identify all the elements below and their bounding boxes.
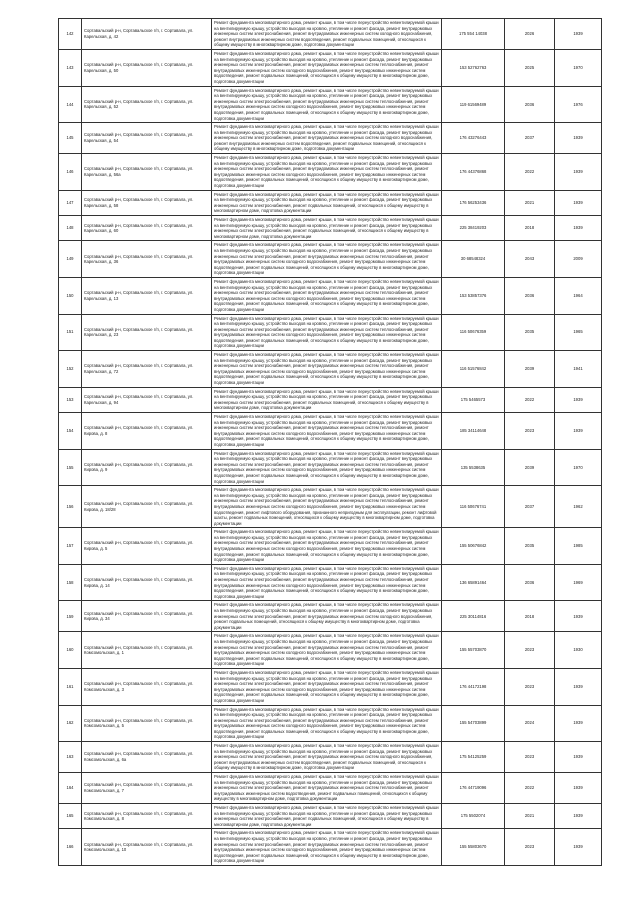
repair-works-cell: Ремонт фундамента многоквартирного дома, ремонт крыши, в том числе переустройство невентилируемой крыши на вентилируемую крышу, устройство выходов на кровлю, утепление и ремонт фасада, ремонт внутридомовых инженерных систем электроснабжения, ремонт подвальных помещений, относящихся к общему имуществу в многоквартирном доме, подготовка документации [212, 387, 442, 412]
table-row [59, 773, 602, 804]
address-cell: Сортавальский р-н, Сортавальское г/п, г. Сортавала, ул. Карельская, д. 56а [82, 154, 212, 191]
planned-year-cell: 2036 [505, 564, 555, 601]
cadastral-number-cell: 176 43276443 [442, 123, 505, 154]
build-year-cell: 1939 [555, 601, 602, 632]
planned-year-cell: 2036 [505, 86, 555, 123]
planned-year-cell: 2039 [505, 351, 555, 388]
cadastral-number-cell: 155 54703899 [442, 705, 505, 742]
address-cell: Сортавальский р-н, Сортавальское г/п, г. Сортавала, ул. Кирова, д. 18/28 [82, 486, 212, 528]
address-cell: Сортавальский р-н, Сортавальское г/п, г. Сортавала, ул. Кирова, д. 5 [82, 528, 212, 565]
planned-year-cell: 2026 [505, 19, 555, 50]
repair-works-cell: Ремонт фундамента многоквартирного дома, ремонт крыши, в том числе переустройство невентилируемой крыши на вентилируемую крышу, устройство выходов на кровлю, утепление и ремонт фасада, ремонт внутридомовых инженерных систем электроснабжения, ремонт внутридомовых инженерных систем теплоснабжения, ремонт внутридомовых инженерных систем холодного водоснабжения, ремонт внутридомовых инженерных систем водоотведения, ремонт подвальных помещений, относящихся к общему имуществу в многоквартирном доме, подготовка документации [212, 564, 442, 601]
table-row [59, 449, 602, 486]
build-year-cell: 1939 [555, 668, 602, 705]
address-cell: Сортавальский р-н, Сортавальское г/п, г. Сортавала, ул. Комсомольская, д. 6а [82, 742, 212, 773]
row-number: 160 [59, 632, 82, 669]
repair-works-cell: Ремонт фундамента многоквартирного дома, ремонт крыши, в том числе переустройство невентилируемой крыши на вентилируемую крышу, устройство выходов на кровлю, утепление и ремонт фасада, ремонт внутридомовых инженерных систем электроснабжения, ремонт внутридомовых инженерных систем теплоснабжения, ремонт внутридомовых инженерных систем холодного водоснабжения, ремонт внутридомовых инженерных систем водоотведения, ремонт подвальных помещений, относящихся к общему имуществу в многоквартирном доме, подготовка документации [212, 829, 442, 866]
cadastral-number-cell: 225 30114816 [442, 601, 505, 632]
table-body [59, 19, 602, 866]
repair-works-cell: Ремонт фундамента многоквартирного дома, ремонт крыши, в том числе переустройство невентилируемой крыши на вентилируемую крышу, устройство выходов на кровлю, утепление и ремонт фасада, ремонт внутридомовых инженерных систем электроснабжения, ремонт внутридомовых инженерных систем теплоснабжения, ремонт внутридомовых инженерных систем холодного водоснабжения, ремонт внутридомовых инженерных систем водоотведения, ремонт лифтового оборудования, признанного непригодным для эксплуатации, ремонт лифтовой шахты, ремонт подвальных помещений, относящихся к общему имуществу в многоквартирном доме, подготовка документации [212, 486, 442, 528]
table-row [59, 314, 602, 351]
repair-works-cell: Ремонт фундамента многоквартирного дома, ремонт крыши, в том числе переустройство невентилируемой крыши на вентилируемую крышу, устройство выходов на кровлю, утепление и ремонт фасада, ремонт внутридомовых инженерных систем электроснабжения, ремонт внутридомовых инженерных систем теплоснабжения, ремонт внутридомовых инженерных систем холодного водоснабжения, ремонт внутридомовых инженерных систем водоотведения, ремонт подвальных помещений, относящихся к общему имуществу в многоквартирном доме, подготовка документации [212, 413, 442, 450]
cadastral-number-cell: 155 55703870 [442, 632, 505, 669]
row-number: 152 [59, 351, 82, 388]
table-row [59, 190, 602, 215]
build-year-cell: 1939 [555, 19, 602, 50]
cadastral-number-cell: 153 52762763 [442, 49, 505, 86]
planned-year-cell: 2023 [505, 829, 555, 866]
build-year-cell: 1939 [555, 705, 602, 742]
table-row [59, 564, 602, 601]
repair-works-cell: Ремонт фундамента многоквартирного дома, ремонт крыши, в том числе переустройство невентилируемой крыши на вентилируемую крышу, устройство выходов на кровлю, утепление и ремонт фасада, ремонт внутридомовых инженерных систем электроснабжения, ремонт внутридомовых инженерных систем теплоснабжения, ремонт внутридомовых инженерных систем холодного водоснабжения, ремонт внутридомовых инженерных систем водоотведения, ремонт подвальных помещений, относящихся к общему имуществу в многоквартирном доме, подготовка документации [212, 241, 442, 278]
address-cell: Сортавальский р-н, Сортавальское г/п, г. Сортавала, ул. Карельская, д. 58 [82, 190, 212, 215]
planned-year-cell: 2018 [505, 601, 555, 632]
table-row [59, 486, 602, 528]
planned-year-cell: 2018 [505, 216, 555, 241]
address-cell: Сортавальский р-н, Сортавальское г/п, г. Сортавала, ул. Карельская, д. 36 [82, 241, 212, 278]
address-cell: Сортавальский р-н, Сортавальское г/п, г. Сортавала, ул. Кирова, д. 34 [82, 601, 212, 632]
cadastral-number-cell: 176 44376868 [442, 154, 505, 191]
address-cell: Сортавальский р-н, Сортавальское г/п, г. Сортавала, ул. Карельская, д. 23 [82, 314, 212, 351]
table-row [59, 601, 602, 632]
row-number: 157 [59, 528, 82, 565]
table-row [59, 216, 602, 241]
row-number: 151 [59, 314, 82, 351]
table-row [59, 387, 602, 412]
repair-works-cell: Ремонт фундамента многоквартирного дома, ремонт крыши, в том числе переустройство невентилируемой крыши на вентилируемую крышу, устройство выходов на кровлю, утепление и ремонт фасада, ремонт внутридомовых инженерных систем электроснабжения, ремонт внутридомовых инженерных систем теплоснабжения, ремонт внутридомовых инженерных систем холодного водоснабжения, ремонт внутридомовых инженерных систем водоотведения, ремонт подвальных помещений, относящихся к общему имуществу в многоквартирном доме, подготовка документации [212, 86, 442, 123]
repair-works-cell: Ремонт фундамента многоквартирного дома, ремонт крыши, в том числе переустройство невентилируемой крыши на вентилируемую крышу, устройство выходов на кровлю, утепление и ремонт фасада, ремонт внутридомовых инженерных систем электроснабжения, ремонт внутридомовых инженерных систем теплоснабжения, ремонт внутридомовых инженерных систем холодного водоснабжения, ремонт внутридомовых инженерных систем водоотведения, ремонт подвальных помещений, относящихся к общему имуществу в многоквартирном доме, подготовка документации [212, 314, 442, 351]
repair-works-cell: Ремонт фундамента многоквартирного дома, ремонт крыши, в том числе переустройство невентилируемой крыши на вентилируемую крышу, устройство выходов на кровлю, утепление и ремонт фасада, ремонт внутридомовых инженерных систем электроснабжения, ремонт внутридомовых инженерных систем теплоснабжения, ремонт внутридомовых инженерных систем холодного водоснабжения, ремонт внутридомовых инженерных систем водоотведения, ремонт подвальных помещений, относящихся к общему имуществу в многоквартирном доме, подготовка документации [212, 528, 442, 565]
cadastral-number-cell: 116 50676359 [442, 314, 505, 351]
planned-year-cell: 2043 [505, 241, 555, 278]
planned-year-cell: 2023 [505, 742, 555, 773]
build-year-cell: 1939 [555, 154, 602, 191]
build-year-cell: 1939 [555, 190, 602, 215]
cadastral-number-cell: 175 54125259 [442, 742, 505, 773]
build-year-cell: 1964 [555, 277, 602, 314]
planned-year-cell: 2036 [505, 277, 555, 314]
row-number: 148 [59, 216, 82, 241]
cadastral-number-cell: 175 5502074 [442, 804, 505, 829]
planned-year-cell: 2039 [505, 449, 555, 486]
cadastral-number-cell: 153 53857376 [442, 277, 505, 314]
build-year-cell: 1962 [555, 486, 602, 528]
table-row [59, 351, 602, 388]
build-year-cell: 1985 [555, 528, 602, 565]
address-cell: Сортавальский р-н, Сортавальское г/п, г. Сортавала, ул. Карельская, д. 54 [82, 123, 212, 154]
cadastral-number-cell: 176 44719096 [442, 773, 505, 804]
row-number: 150 [59, 277, 82, 314]
repair-works-cell: Ремонт фундамента многоквартирного дома, ремонт крыши, в том числе переустройство невентилируемой крыши на вентилируемую крышу, устройство выходов на кровлю, утепление и ремонт фасада, ремонт внутридомовых инженерных систем электроснабжения, ремонт внутридомовых инженерных систем теплоснабжения, ремонт внутридомовых инженерных систем холодного водоснабжения, ремонт внутридомовых инженерных систем водоотведения, ремонт подвальных помещений, относящихся к общему имуществу в многоквартирном доме, подготовка документации [212, 351, 442, 388]
table-row [59, 19, 602, 50]
planned-year-cell: 2022 [505, 154, 555, 191]
planned-year-cell: 2022 [505, 773, 555, 804]
row-number: 165 [59, 804, 82, 829]
table-row [59, 123, 602, 154]
build-year-cell: 1939 [555, 216, 602, 241]
address-cell: Сортавальский р-н, Сортавальское г/п, г. Сортавала, ул. Комсомольская, д. 8 [82, 804, 212, 829]
repair-works-cell: Ремонт фундамента многоквартирного дома, ремонт крыши, в том числе переустройство невентилируемой крыши на вентилируемую крышу, устройство выходов на кровлю, утепление и ремонт фасада, ремонт внутридомовых инженерных систем электроснабжения, ремонт подвальных помещений, относящихся к общему имуществу в многоквартирном доме, подготовка документации [212, 216, 442, 241]
planned-year-cell: 2021 [505, 804, 555, 829]
table-row [59, 632, 602, 669]
address-cell: Сортавальский р-н, Сортавальское г/п, г. Сортавала, ул. Комсомольская, д. 10 [82, 829, 212, 866]
table-row [59, 86, 602, 123]
planned-year-cell: 2021 [505, 190, 555, 215]
table-row [59, 705, 602, 742]
build-year-cell: 1976 [555, 86, 602, 123]
repair-works-cell: Ремонт фундамента многоквартирного дома, ремонт крыши, в том числе переустройство невентилируемой крыши на вентилируемую крышу, устройство выходов на кровлю, утепление и ремонт фасада, ремонт внутридомовых инженерных систем электроснабжения, ремонт внутридомовых инженерных систем теплоснабжения, ремонт внутридомовых инженерных систем холодного водоснабжения, ремонт внутридомовых инженерных систем водоотведения, ремонт подвальных помещений, относящихся к общему имуществу в многоквартирном доме, подготовка документации [212, 49, 442, 86]
table-row [59, 413, 602, 450]
planned-year-cell: 2037 [505, 123, 555, 154]
repair-works-cell: Ремонт фундамента многоквартирного дома, ремонт крыши, в том числе переустройство невентилируемой крыши на вентилируемую крышу, устройство выходов на кровлю, утепление и ремонт фасада, ремонт внутридомовых инженерных систем электроснабжения, ремонт внутридомовых инженерных систем холодного водоснабжения, ремонт внутридомовых инженерных систем водоотведения, ремонт подвальных помещений, относящихся к общему имуществу в многоквартирном доме, подготовка документации [212, 742, 442, 773]
table-row [59, 154, 602, 191]
build-year-cell: 1939 [555, 829, 602, 866]
cadastral-number-cell: 136 65891464 [442, 564, 505, 601]
address-cell: Сортавальский р-н, Сортавальское г/п, г. Сортавала, ул. Карельская, д. 94 [82, 387, 212, 412]
row-number: 166 [59, 829, 82, 866]
row-number: 145 [59, 123, 82, 154]
cadastral-number-cell: 185 34114648 [442, 413, 505, 450]
cadastral-number-cell: 175 554 14038 [442, 19, 505, 50]
address-cell: Сортавальский р-н, Сортавальское г/п, г. Сортавала, ул. Комсомольская, д. 7 [82, 773, 212, 804]
repair-works-cell: Ремонт фундамента многоквартирного дома, ремонт крыши, в том числе переустройство невентилируемой крыши на вентилируемую крышу, устройство выходов на кровлю, утепление и ремонт фасада, ремонт внутридомовых инженерных систем электроснабжения, ремонт внутридомовых инженерных систем теплоснабжения, ремонт внутридомовых инженерных систем холодного водоснабжения, ремонт внутридомовых инженерных систем водоотведения, ремонт подвальных помещений, относящихся к общему имуществу в многоквартирном доме, подготовка документации [212, 668, 442, 705]
row-number: 146 [59, 154, 82, 191]
planned-year-cell: 2024 [505, 705, 555, 742]
cadastral-number-cell: 176 44172198 [442, 668, 505, 705]
row-number: 154 [59, 413, 82, 450]
build-year-cell: 1939 [555, 804, 602, 829]
table-row [59, 742, 602, 773]
housing-repair-table [58, 18, 602, 866]
address-cell: Сортавальский р-н, Сортавальское г/п, г. Сортавала, ул. Карельская, д. 50 [82, 49, 212, 86]
row-number: 143 [59, 49, 82, 86]
repair-works-cell: Ремонт фундамента многоквартирного дома, ремонт крыши, в том числе переустройство невентилируемой крыши на вентилируемую крышу, устройство выходов на кровлю, утепление и ремонт фасада, ремонт внутридомовых инженерных систем электроснабжения, ремонт внутридомовых инженерных систем теплоснабжения, ремонт внутридомовых инженерных систем холодного водоснабжения, ремонт внутридомовых инженерных систем водоотведения, ремонт подвальных помещений, относящихся к общему имуществу в многоквартирном доме, подготовка документации [212, 632, 442, 669]
row-number: 156 [59, 486, 82, 528]
address-cell: Сортавальский р-н, Сортавальское г/п, г. Сортавала, ул. Карельская, д. 42 [82, 19, 212, 50]
cadastral-number-cell: 116 50676741 [442, 486, 505, 528]
repair-works-cell: Ремонт фундамента многоквартирного дома, ремонт крыши, в том числе переустройство невентилируемой крыши на вентилируемую крышу, устройство выходов на кровлю, утепление и ремонт фасада, ремонт внутридомовых инженерных систем электроснабжения, ремонт внутридомовых инженерных систем холодного водоснабжения, ремонт подвальных помещений, относящихся к общему имуществу в многоквартирном доме, подготовка документации [212, 601, 442, 632]
build-year-cell: 1939 [555, 387, 602, 412]
planned-year-cell: 2023 [505, 668, 555, 705]
address-cell: Сортавальский р-н, Сортавальское г/п, г. Сортавала, ул. Карельская, д. 52 [82, 86, 212, 123]
row-number: 163 [59, 742, 82, 773]
address-cell: Сортавальский р-н, Сортавальское г/п, г. Сортавала, ул. Кирова, д. 9 [82, 449, 212, 486]
repair-works-cell: Ремонт фундамента многоквартирного дома, ремонт крыши, в том числе переустройство невентилируемой крыши на вентилируемую крышу, устройство выходов на кровлю, утепление и ремонт фасада, ремонт внутридомовых инженерных систем электроснабжения, ремонт внутридомовых инженерных систем теплоснабжения, ремонт внутридомовых инженерных систем холодного водоснабжения, ремонт внутридомовых инженерных систем водоотведения, ремонт подвальных помещений, относящихся к общему имуществу в многоквартирном доме, подготовка документации [212, 154, 442, 191]
table-row [59, 49, 602, 86]
row-number: 144 [59, 86, 82, 123]
row-number: 147 [59, 190, 82, 215]
row-number: 159 [59, 601, 82, 632]
build-year-cell: 1969 [555, 564, 602, 601]
address-cell: Сортавальский р-н, Сортавальское г/п, г. Сортавала, ул. Карельская, д. 13 [82, 277, 212, 314]
row-number: 153 [59, 387, 82, 412]
row-number: 142 [59, 19, 82, 50]
row-number: 149 [59, 241, 82, 278]
cadastral-number-cell: 30 68548324 [442, 241, 505, 278]
table-row [59, 804, 602, 829]
planned-year-cell: 2025 [505, 49, 555, 86]
cadastral-number-cell: 116 51576842 [442, 351, 505, 388]
repair-works-cell: Ремонт фундамента многоквартирного дома, ремонт крыши, в том числе переустройство невентилируемой крыши на вентилируемую крышу, устройство выходов на кровлю, утепление и ремонт фасада, ремонт внутридомовых инженерных систем электроснабжения, ремонт внутридомовых инженерных систем теплоснабжения, ремонт внутридомовых инженерных систем холодного водоснабжения, ремонт внутридомовых инженерных систем водоотведения, ремонт подвальных помещений, относящихся к общему имуществу в многоквартирном доме, подготовка документации [212, 449, 442, 486]
cadastral-number-cell: 175 5465573 [442, 387, 505, 412]
address-cell: Сортавальский р-н, Сортавальское г/п, г. Сортавала, ул. Комсомольская, д. 5 [82, 705, 212, 742]
row-number: 164 [59, 773, 82, 804]
planned-year-cell: 2022 [505, 387, 555, 412]
cadastral-number-cell: 225 38419203 [442, 216, 505, 241]
planned-year-cell: 2023 [505, 413, 555, 450]
table-row [59, 829, 602, 866]
build-year-cell: 1965 [555, 314, 602, 351]
build-year-cell: 1939 [555, 123, 602, 154]
repair-works-cell: Ремонт фундамента многоквартирного дома, ремонт крыши, в том числе переустройство невентилируемой крыши на вентилируемую крышу, устройство выходов на кровлю, утепление и ремонт фасада, ремонт внутридомовых инженерных систем электроснабжения, ремонт внутридомовых инженерных систем холодного водоснабжения, ремонт внутридомовых инженерных систем водоотведения, ремонт подвальных помещений, относящихся к общему имуществу в многоквартирном доме, подготовка документации [212, 123, 442, 154]
cadastral-number-cell: 176 56253436 [442, 190, 505, 215]
build-year-cell: 1930 [555, 632, 602, 669]
address-cell: Сортавальский р-н, Сортавальское г/п, г. Сортавала, ул. Комсомольская, д. 3 [82, 668, 212, 705]
table-row [59, 668, 602, 705]
table-row [59, 277, 602, 314]
cadastral-number-cell: 135 5538635 [442, 449, 505, 486]
repair-works-cell: Ремонт фундамента многоквартирного дома, ремонт крыши, в том числе переустройство невентилируемой крыши на вентилируемую крышу, устройство выходов на кровлю, утепление и ремонт фасада, ремонт внутридомовых инженерных систем электроснабжения, ремонт подвальных помещений, относящихся к общему имуществу в многоквартирном доме, подготовка документации [212, 804, 442, 829]
build-year-cell: 2009 [555, 241, 602, 278]
row-number: 162 [59, 705, 82, 742]
build-year-cell: 1939 [555, 413, 602, 450]
cadastral-number-cell: 155 55803670 [442, 829, 505, 866]
repair-works-cell: Ремонт фундамента многоквартирного дома, ремонт крыши, в том числе переустройство невентилируемой крыши на вентилируемую крышу, устройство выходов на кровлю, утепление и ремонт фасада, ремонт внутридомовых инженерных систем электроснабжения, ремонт внутридомовых инженерных систем теплоснабжения, ремонт внутридомовых инженерных систем холодного водоснабжения, ремонт внутридомовых инженерных систем водоотведения, ремонт подвальных помещений, относящихся к общему имуществу в многоквартирном доме, подготовка документации [212, 705, 442, 742]
row-number: 161 [59, 668, 82, 705]
build-year-cell: 1970 [555, 449, 602, 486]
planned-year-cell: 2023 [505, 632, 555, 669]
address-cell: Сортавальский р-н, Сортавальское г/п, г. Сортавала, ул. Карельская, д. 72 [82, 351, 212, 388]
cadastral-number-cell: 155 50676842 [442, 528, 505, 565]
row-number: 155 [59, 449, 82, 486]
repair-works-cell: Ремонт фундамента многоквартирного дома, ремонт крыши, в том числе переустройство невентилируемой крыши на вентилируемую крышу, устройство выходов на кровлю, утепление и ремонт фасада, ремонт внутридомовых инженерных систем электроснабжения, ремонт внутридомовых инженерных систем теплоснабжения, ремонт внутридомовых инженерных систем холодного водоснабжения, ремонт внутридомовых инженерных систем водоотведения, ремонт подвальных помещений, относящихся к общему имуществу в многоквартирном доме, подготовка документации [212, 277, 442, 314]
table-row [59, 528, 602, 565]
repair-works-cell: Ремонт фундамента многоквартирного дома, ремонт крыши, в том числе переустройство невентилируемой крыши на вентилируемую крышу, устройство выходов на кровлю, утепление и ремонт фасада, ремонт внутридомовых инженерных систем электроснабжения, ремонт внутридомовых инженерных систем холодного водоснабжения, ремонт внутридомовых инженерных систем водоотведения, ремонт подвальных помещений, относящихся к общему имуществу в многоквартирном доме, подготовка документации [212, 19, 442, 50]
row-number: 158 [59, 564, 82, 601]
address-cell: Сортавальский р-н, Сортавальское г/п, г. Сортавала, ул. Карельская, д. 60 [82, 216, 212, 241]
build-year-cell: 1939 [555, 773, 602, 804]
build-year-cell: 1941 [555, 351, 602, 388]
repair-works-cell: Ремонт фундамента многоквартирного дома, ремонт крыши, в том числе переустройство невентилируемой крыши на вентилируемую крышу, устройство выходов на кровлю, утепление и ремонт фасада, ремонт внутридомовых инженерных систем электроснабжения, ремонт внутридомовых инженерных систем теплоснабжения, ремонт внутридомовых инженерных систем водоотведения, ремонт подвальных помещений, относящихся к общему имуществу в многоквартирном доме, подготовка документации [212, 773, 442, 804]
build-year-cell: 1970 [555, 49, 602, 86]
cadastral-number-cell: 119 61569489 [442, 86, 505, 123]
repair-works-cell: Ремонт фундамента многоквартирного дома, ремонт крыши, в том числе переустройство невентилируемой крыши на вентилируемую крышу, устройство выходов на кровлю, утепление и ремонт фасада, ремонт внутридомовых инженерных систем электроснабжения, ремонт подвальных помещений, относящихся к общему имуществу в многоквартирном доме, подготовка документации [212, 190, 442, 215]
table-row [59, 241, 602, 278]
address-cell: Сортавальский р-н, Сортавальское г/п, г. Сортавала, ул. Комсомольская, д. 1 [82, 632, 212, 669]
planned-year-cell: 2035 [505, 528, 555, 565]
planned-year-cell: 2035 [505, 314, 555, 351]
build-year-cell: 1939 [555, 742, 602, 773]
address-cell: Сортавальский р-н, Сортавальское г/п, г. Сортавала, ул. Кирова, д. 8 [82, 413, 212, 450]
address-cell: Сортавальский р-н, Сортавальское г/п, г. Сортавала, ул. Кирова, д. 14 [82, 564, 212, 601]
planned-year-cell: 2037 [505, 486, 555, 528]
